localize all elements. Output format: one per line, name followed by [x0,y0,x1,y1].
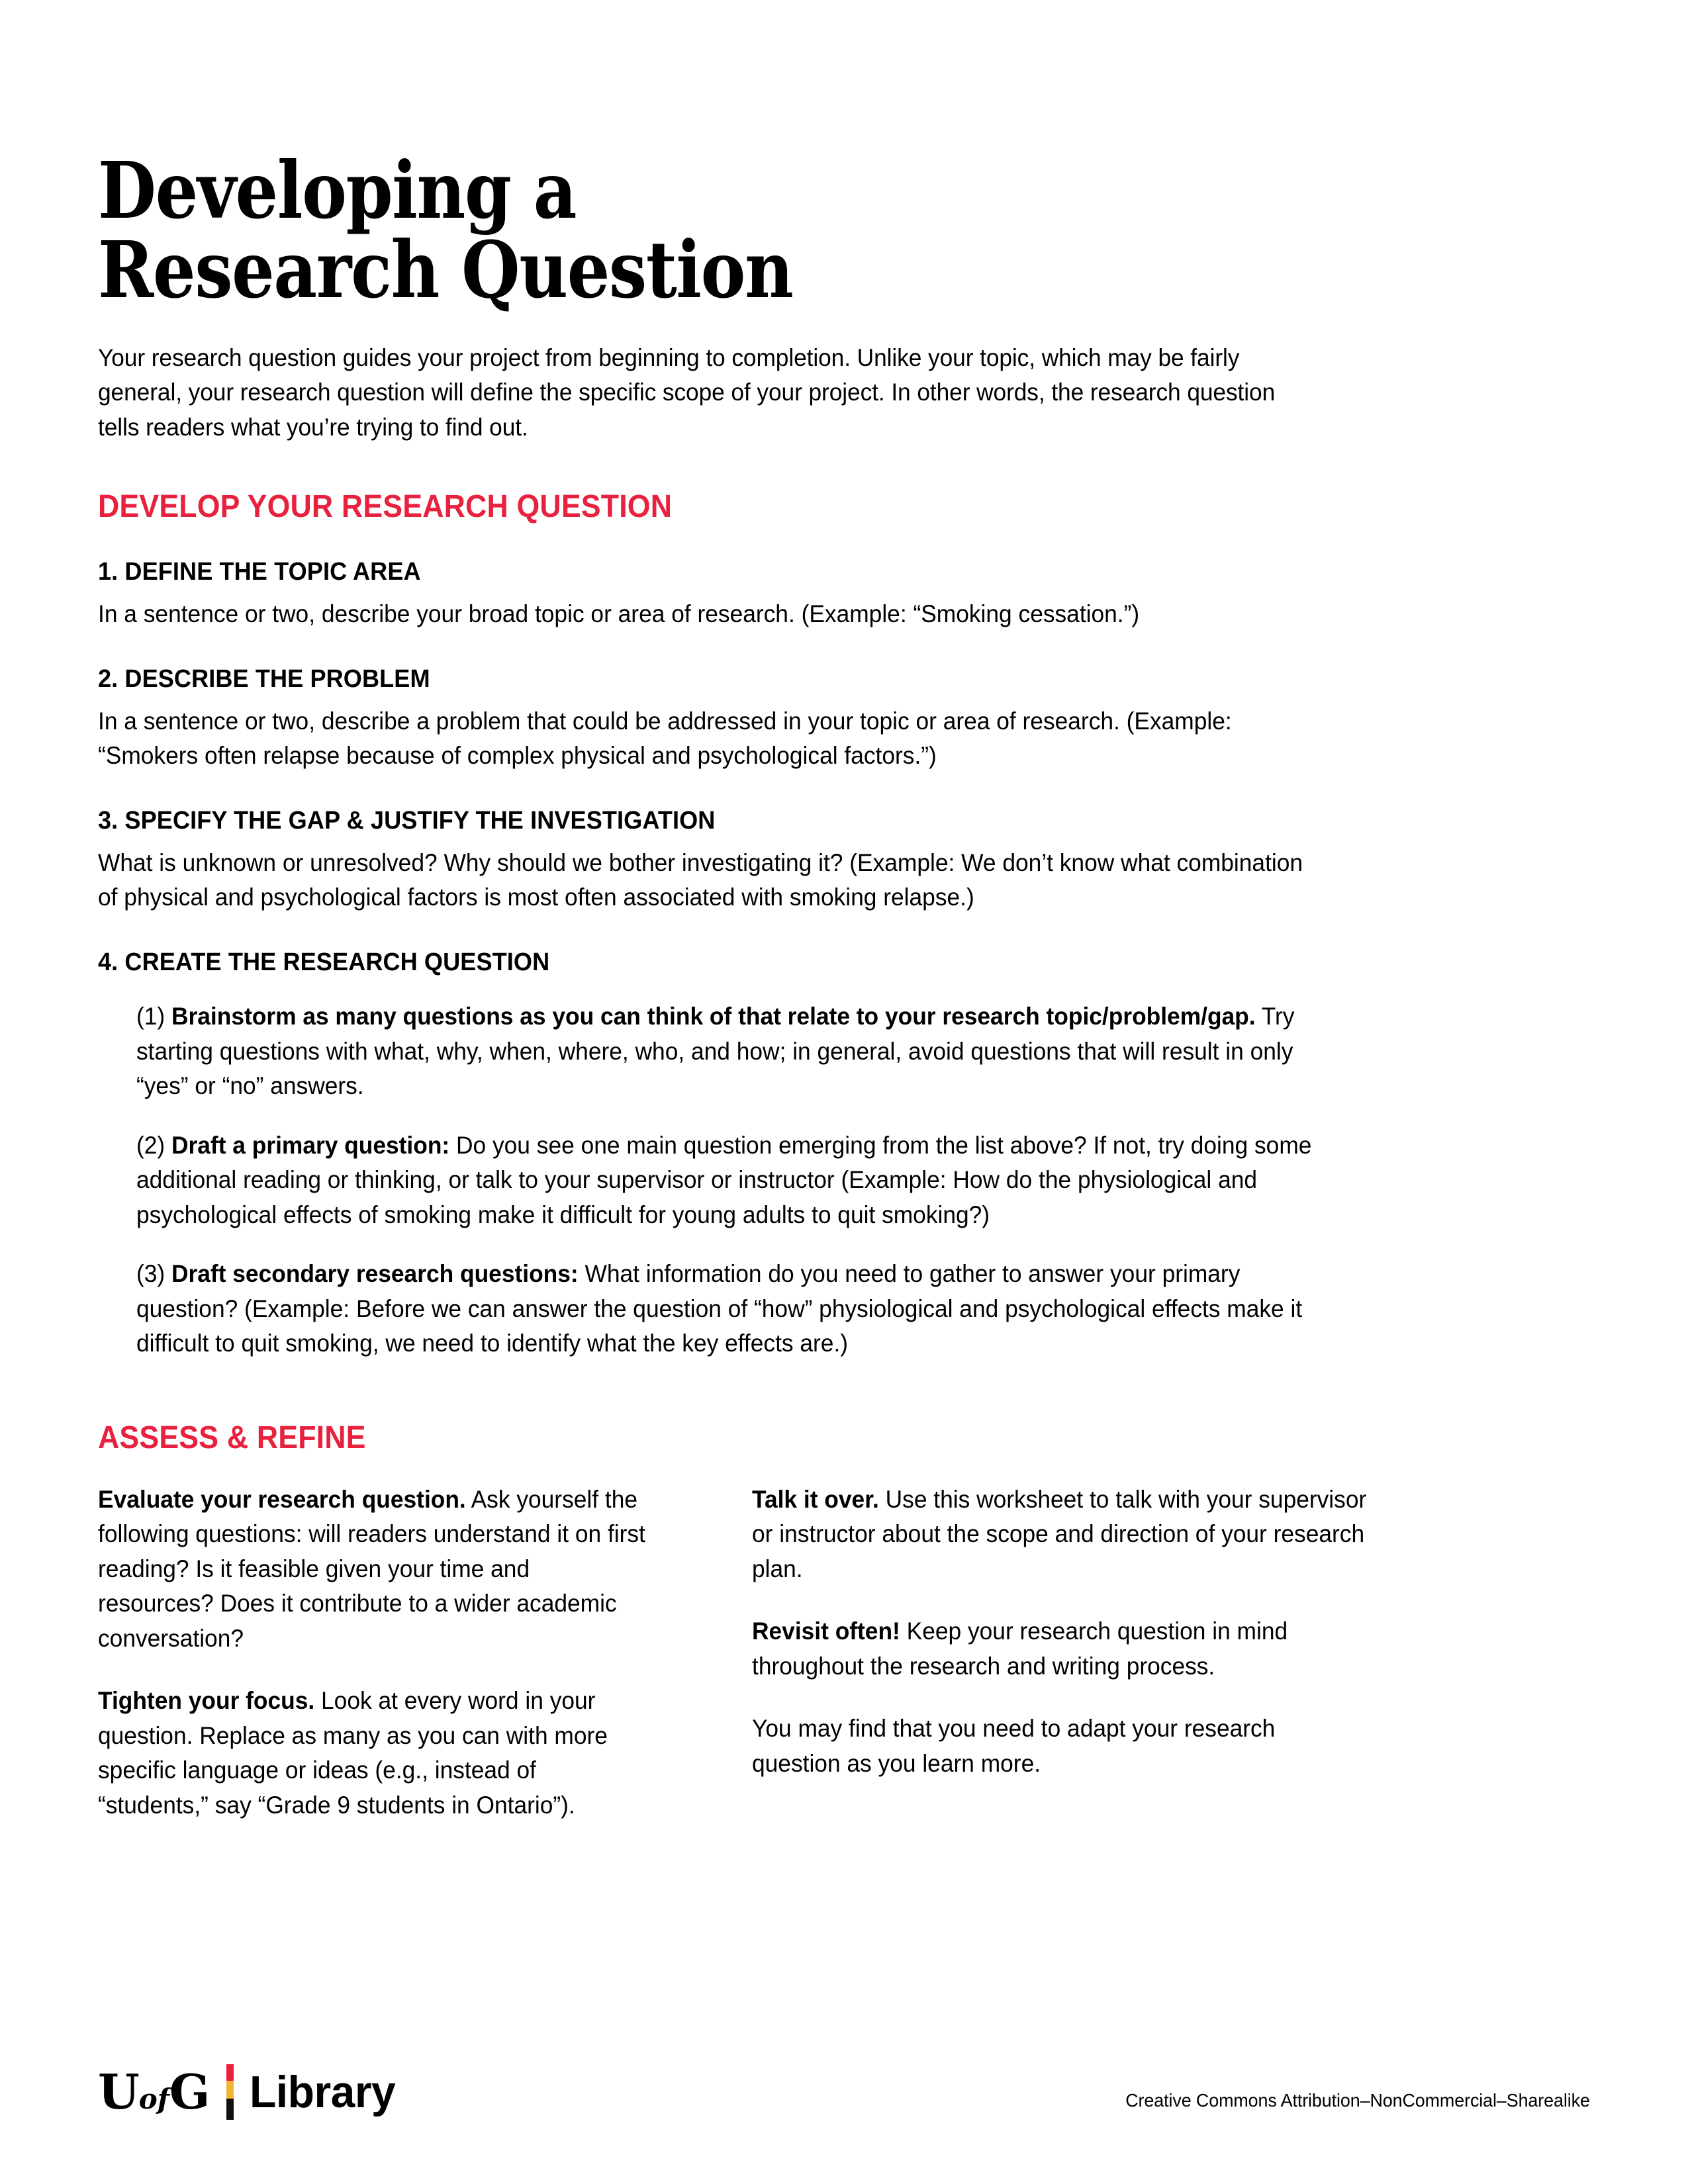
substep-2-bold: Draft a primary question: [171,1131,450,1159]
assess-right-1-rest: Use this worksheet to talk with your supervisor or instructor about the scope and direction of your research plan. [752,1485,1367,1582]
assess-columns [98,1482,1395,1851]
assess-left-1-bold: Evaluate your research question. [98,1485,466,1513]
assess-left-paragraph-1 [98,1482,648,1657]
page-title [98,0,1293,316]
logo-divider-bar-icon [226,2064,234,2120]
step-heading-2: 2. DESCRIBE THE PROBLEM [98,664,430,693]
assess-right-paragraph-1 [752,1482,1366,1587]
page-title-line-1: Developing a [98,144,577,236]
logo-letter-g: G [169,2064,210,2120]
logo-bar-gold-segment [226,2081,234,2099]
substep-1-marker: (1) [136,1002,172,1030]
substep-2-marker: (2) [136,1131,172,1159]
assess-right-2-bold: Revisit often! [752,1617,900,1645]
assess-right-paragraph-2 [752,1614,1366,1684]
logo-bar-red-segment [226,2064,234,2081]
assess-left-1-rest: Ask yourself the following questions: will readers understand it on first reading? Is it feasible given your time and resources? Does it contribute to a wider academic conversation? [98,1485,645,1652]
page-footer [98,2041,1590,2120]
substep-1 [136,999,1338,1104]
assess-column-right [747,1482,1395,1851]
assess-left-paragraph-2 [98,1684,648,1823]
step-heading-1: 1. DEFINE THE TOPIC AREA [98,558,421,586]
assess-right-1-bold: Talk it over. [752,1485,879,1513]
assess-column-left [98,1482,747,1851]
page-content [98,0,1488,1851]
substep-2 [136,1128,1338,1233]
assess-left-2-bold: Tighten your focus. [98,1687,315,1715]
assess-left-2-rest: Look at every word in your question. Replace as many as you can with more specific language or ideas (e.g., instead of “students,” say “Grade 9 students in Ontario”). [98,1687,608,1819]
license-text: Creative Commons Attribution–NonCommercial–Sharealike [1125,2090,1590,2111]
step-body-3: What is unknown or unresolved? Why should we bother investigating it? (Example: We don’t know what combination of physical and psychological factors is most often associated with smoking relapse.) [98,848,1303,911]
section-heading-develop: DEVELOP YOUR RESEARCH QUESTION [98,489,673,525]
logo-letter-u: U [98,2064,139,2120]
step-heading-4: 4. CREATE THE RESEARCH QUESTION [98,948,550,976]
logo-word-of: of [138,2083,169,2115]
logo-bar-black-segment [226,2099,234,2120]
substep-1-rest: Try starting questions with what, why, when, where, who, and how; in general, avoid questions that will result in only “yes” or “no” answers. [136,1002,1295,1100]
step-body-1: In a sentence or two, describe your broad topic or area of research. (Example: “Smoking cessation.”) [98,600,1140,628]
step-body-2: In a sentence or two, describe a problem that could be addressed in your topic or area of research. (Example: “Smokers often relapse because of complex physical and psychological factors.”) [98,707,1232,770]
substep-1-bold: Brainstorm as many questions as you can think of that relate to your research topic/problem/gap. [171,1002,1256,1030]
intro-paragraph: Your research question guides your project from beginning to completion. Unlike your topic, which may be fairly general, your research question will define the specific scope of your project. In other words, the research question tells readers what you’re trying to find out. [98,343,1276,441]
uofg-library-logo [98,2064,400,2120]
substep-3-rest: What information do you need to gather to answer your primary question? (Example: Before we can answer the question of “how” physiological and psychological effects make it difficult to quit smoking, we need to identify what the key effects are.) [136,1260,1303,1357]
page-title-line-2: Research Question [98,224,793,316]
substep-3-bold: Draft secondary research questions: [171,1260,579,1288]
assess-right-paragraph-3 [752,1711,1366,1781]
logo-library-wordmark: Library [250,2067,396,2117]
uofg-wordmark [98,2064,210,2120]
assess-right-3-rest: You may find that you need to adapt your research question as you learn more. [752,1715,1276,1777]
substep-2-rest: Do you see one main question emerging from the list above? If not, try doing some additional reading or thinking, or talk to your supervisor or instructor (Example: How do the physiological and psychological effects of smoking make it difficult for young adults to quit smoking?) [136,1131,1312,1228]
substep-3 [136,1257,1338,1361]
step-heading-3: 3. SPECIFY THE GAP & JUSTIFY THE INVESTIGATION [98,806,716,835]
assess-right-2-rest: Keep your research question in mind throughout the research and writing process. [752,1617,1288,1680]
section-heading-assess: ASSESS & REFINE [98,1420,366,1455]
substep-3-marker: (3) [136,1260,172,1288]
